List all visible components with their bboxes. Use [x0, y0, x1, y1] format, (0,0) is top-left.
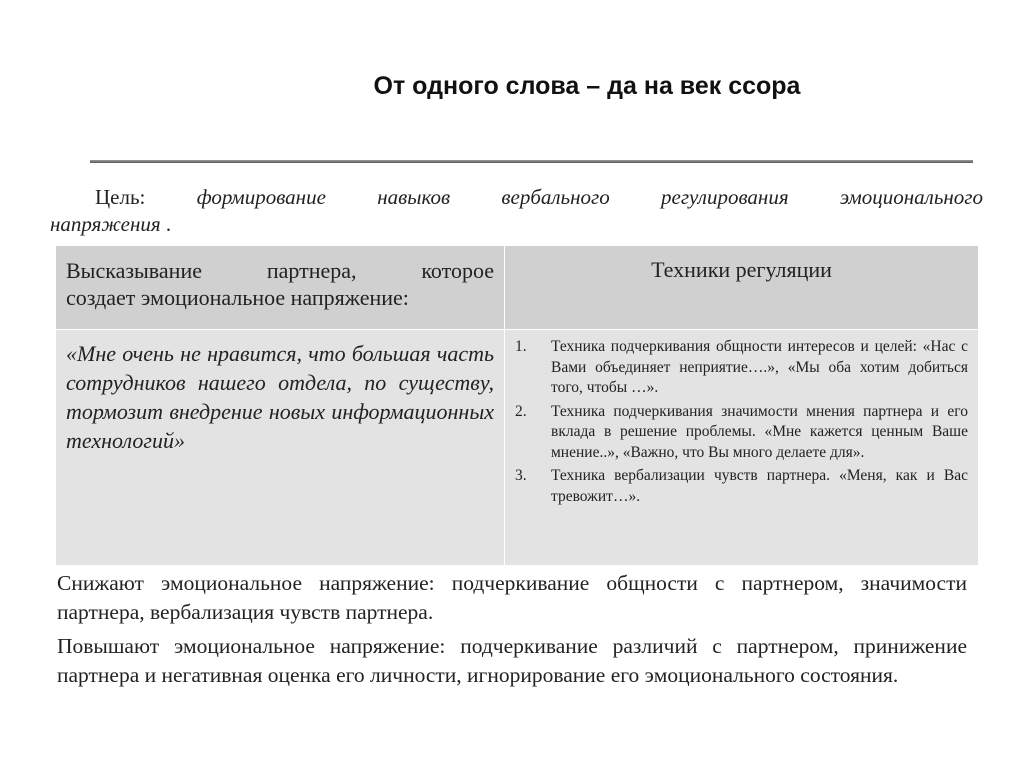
header-techniques: Техники регуляции [505, 246, 979, 330]
technique-number: 1. [515, 338, 527, 355]
summary-block [57, 569, 967, 695]
table-row [56, 330, 979, 566]
techniques-list [511, 337, 968, 507]
goal-tail: . [160, 212, 172, 236]
goal-line-1 [50, 184, 983, 211]
table-header-row [56, 246, 979, 330]
technique-text: Техника вербализации чувств партнера. «Меня, как и Вас тревожит…». [551, 467, 968, 505]
list-item [511, 466, 968, 507]
goal-text-line-1: формирование навыков вербального регулирования эмоционального [196, 185, 984, 209]
goal-line-2 [50, 211, 983, 238]
page-title: От одного слова – да на век ссора [373, 72, 801, 100]
goal-text-line-2: напряжения [50, 212, 161, 236]
technique-number: 2. [515, 402, 527, 420]
technique-number: 3. [515, 467, 527, 484]
techniques-table [55, 245, 979, 566]
title-divider [90, 160, 973, 163]
goal-paragraph [50, 184, 983, 238]
techniques-cell [505, 330, 979, 566]
list-item [511, 337, 968, 399]
goal-label: Цель: [95, 185, 146, 209]
summary-increase: Повышают эмоциональное напряжение: подчеркивание различий с партнером, принижение партнера и негативная оценка его личности, игнорирование его эмоционального состояния. [57, 634, 967, 687]
summary-decrease: Снижают эмоциональное напряжение: подчеркивание общности с партнером, значимости партнера, вербализация чувств партнера. [57, 571, 967, 624]
technique-text: Техника подчеркивания значимости мнения партнера и его вклада в решение проблемы. «Мне кажется ценным Ваше мнение..», «Важно, что Вы много делаете для». [551, 402, 968, 461]
header-statement-line-1: Высказывание партнера, которое [66, 258, 494, 283]
list-item [511, 402, 968, 464]
header-statement [56, 246, 505, 330]
header-statement-line-2: создает эмоциональное напряжение: [66, 285, 409, 310]
technique-text: Техника подчеркивания общности интересов и целей: «Нас с Вами объединяет неприятие….», «Мы оба хотим добиться того, чтобы …». [551, 338, 968, 396]
partner-quote: «Мне очень не нравится, что большая часть сотрудников нашего отдела, по существу, тормозит внедрение новых информационных технологий» [56, 330, 505, 566]
